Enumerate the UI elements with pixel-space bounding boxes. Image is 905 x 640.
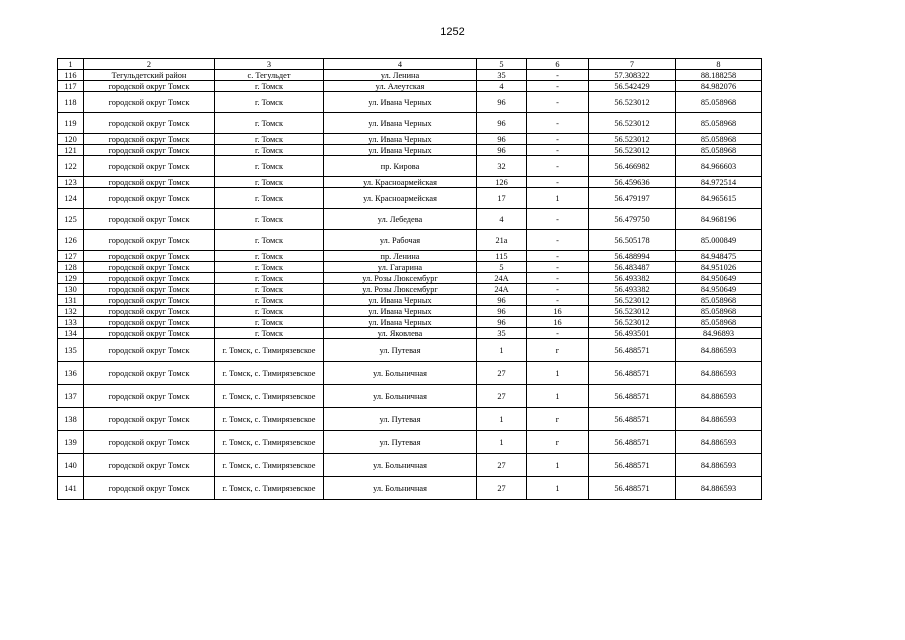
latitude-cell: 56.523012 — [589, 317, 676, 328]
row-number-cell: 137 — [58, 385, 84, 408]
building-cell: - — [527, 145, 589, 156]
column-header: 5 — [477, 59, 527, 70]
district-cell: городской округ Томск — [84, 273, 215, 284]
longitude-cell: 84.886593 — [676, 408, 762, 431]
locality-cell: г. Томск — [215, 317, 324, 328]
street-cell: пр. Кирова — [324, 156, 477, 177]
building-cell: - — [527, 92, 589, 113]
row-number-cell: 128 — [58, 262, 84, 273]
latitude-cell: 56.523012 — [589, 295, 676, 306]
locality-cell: г. Томск — [215, 209, 324, 230]
building-cell: - — [527, 251, 589, 262]
latitude-cell: 56.488571 — [589, 454, 676, 477]
locality-cell: г. Томск — [215, 273, 324, 284]
longitude-cell: 88.188258 — [676, 70, 762, 81]
column-header: 3 — [215, 59, 324, 70]
longitude-cell: 84.950649 — [676, 273, 762, 284]
locality-cell: г. Томск — [215, 251, 324, 262]
building-cell: г — [527, 431, 589, 454]
locality-cell: г. Томск — [215, 262, 324, 273]
table-row — [58, 145, 762, 156]
row-number-cell: 140 — [58, 454, 84, 477]
street-cell: ул. Больничная — [324, 454, 477, 477]
column-header: 7 — [589, 59, 676, 70]
table-row — [58, 81, 762, 92]
data-table — [57, 58, 762, 500]
building-cell: - — [527, 262, 589, 273]
street-cell: ул. Путевая — [324, 339, 477, 362]
house-cell: 27 — [477, 362, 527, 385]
latitude-cell: 56.488571 — [589, 431, 676, 454]
table-row — [58, 454, 762, 477]
house-cell: 35 — [477, 328, 527, 339]
column-header: 6 — [527, 59, 589, 70]
house-cell: 1 — [477, 408, 527, 431]
house-cell: 1 — [477, 431, 527, 454]
row-number-cell: 122 — [58, 156, 84, 177]
table-row — [58, 284, 762, 295]
longitude-cell: 84.948475 — [676, 251, 762, 262]
latitude-cell: 56.493382 — [589, 273, 676, 284]
table-row — [58, 251, 762, 262]
house-cell: 126 — [477, 177, 527, 188]
latitude-cell: 56.523012 — [589, 306, 676, 317]
table-row — [58, 431, 762, 454]
locality-cell: г. Томск — [215, 177, 324, 188]
street-cell: ул. Путевая — [324, 408, 477, 431]
district-cell: городской округ Томск — [84, 251, 215, 262]
row-number-cell: 141 — [58, 477, 84, 500]
latitude-cell: 56.488571 — [589, 385, 676, 408]
row-number-cell: 132 — [58, 306, 84, 317]
table-row — [58, 156, 762, 177]
building-cell: 16 — [527, 306, 589, 317]
locality-cell: г. Томск — [215, 113, 324, 134]
district-cell: городской округ Томск — [84, 295, 215, 306]
building-cell: - — [527, 209, 589, 230]
street-cell: ул. Путевая — [324, 431, 477, 454]
street-cell: ул. Рабочая — [324, 230, 477, 251]
longitude-cell: 84.886593 — [676, 431, 762, 454]
district-cell: городской округ Томск — [84, 177, 215, 188]
district-cell: Тегульдетский район — [84, 70, 215, 81]
locality-cell: г. Томск — [215, 230, 324, 251]
locality-cell: г. Томск — [215, 295, 324, 306]
table-header-row — [58, 59, 762, 70]
building-cell: - — [527, 230, 589, 251]
longitude-cell: 84.965615 — [676, 188, 762, 209]
row-number-cell: 119 — [58, 113, 84, 134]
latitude-cell: 56.479750 — [589, 209, 676, 230]
house-cell: 96 — [477, 134, 527, 145]
row-number-cell: 131 — [58, 295, 84, 306]
longitude-cell: 85.058968 — [676, 113, 762, 134]
locality-cell: г. Томск, с. Тимирязевское — [215, 385, 324, 408]
table-row — [58, 92, 762, 113]
house-cell: 96 — [477, 295, 527, 306]
column-header: 8 — [676, 59, 762, 70]
row-number-cell: 120 — [58, 134, 84, 145]
building-cell: г — [527, 339, 589, 362]
locality-cell: г. Томск, с. Тимирязевское — [215, 454, 324, 477]
house-cell: 1 — [477, 339, 527, 362]
district-cell: городской округ Томск — [84, 328, 215, 339]
district-cell: городской округ Томск — [84, 145, 215, 156]
latitude-cell: 56.505178 — [589, 230, 676, 251]
street-cell: ул. Больничная — [324, 362, 477, 385]
locality-cell: г. Томск, с. Тимирязевское — [215, 339, 324, 362]
building-cell: 16 — [527, 317, 589, 328]
building-cell: - — [527, 273, 589, 284]
longitude-cell: 84.886593 — [676, 385, 762, 408]
street-cell: ул. Яковлева — [324, 328, 477, 339]
house-cell: 96 — [477, 145, 527, 156]
house-cell: 35 — [477, 70, 527, 81]
table-row — [58, 362, 762, 385]
building-cell: - — [527, 134, 589, 145]
table-row — [58, 317, 762, 328]
house-cell: 24А — [477, 273, 527, 284]
district-cell: городской округ Томск — [84, 431, 215, 454]
latitude-cell: 56.483487 — [589, 262, 676, 273]
house-cell: 17 — [477, 188, 527, 209]
building-cell: - — [527, 156, 589, 177]
house-cell: 27 — [477, 477, 527, 500]
longitude-cell: 84.886593 — [676, 454, 762, 477]
table-row — [58, 339, 762, 362]
latitude-cell: 56.523012 — [589, 92, 676, 113]
building-cell: 1 — [527, 477, 589, 500]
locality-cell: г. Томск, с. Тимирязевское — [215, 362, 324, 385]
latitude-cell: 56.459636 — [589, 177, 676, 188]
house-cell: 96 — [477, 317, 527, 328]
row-number-cell: 123 — [58, 177, 84, 188]
building-cell: г — [527, 408, 589, 431]
building-cell: 1 — [527, 362, 589, 385]
district-cell: городской округ Томск — [84, 385, 215, 408]
building-cell: 1 — [527, 188, 589, 209]
row-number-cell: 133 — [58, 317, 84, 328]
longitude-cell: 84.886593 — [676, 362, 762, 385]
locality-cell: г. Томск, с. Тимирязевское — [215, 431, 324, 454]
column-header: 2 — [84, 59, 215, 70]
district-cell: городской округ Томск — [84, 262, 215, 273]
building-cell: - — [527, 113, 589, 134]
longitude-cell: 85.058968 — [676, 145, 762, 156]
row-number-cell: 125 — [58, 209, 84, 230]
row-number-cell: 129 — [58, 273, 84, 284]
column-header: 1 — [58, 59, 84, 70]
district-cell: городской округ Томск — [84, 113, 215, 134]
table-row — [58, 177, 762, 188]
house-cell: 96 — [477, 92, 527, 113]
longitude-cell: 84.968196 — [676, 209, 762, 230]
house-cell: 4 — [477, 81, 527, 92]
row-number-cell: 138 — [58, 408, 84, 431]
street-cell: ул. Ивана Черных — [324, 92, 477, 113]
row-number-cell: 118 — [58, 92, 84, 113]
table-row — [58, 113, 762, 134]
building-cell: - — [527, 70, 589, 81]
street-cell: ул. Красноармейская — [324, 188, 477, 209]
longitude-cell: 85.058968 — [676, 134, 762, 145]
street-cell: ул. Ивана Черных — [324, 134, 477, 145]
table-row — [58, 262, 762, 273]
longitude-cell: 85.058968 — [676, 92, 762, 113]
building-cell: - — [527, 284, 589, 295]
street-cell: ул. Ивана Черных — [324, 317, 477, 328]
latitude-cell: 56.488571 — [589, 339, 676, 362]
longitude-cell: 84.951026 — [676, 262, 762, 273]
longitude-cell: 85.058968 — [676, 295, 762, 306]
district-cell: городской округ Томск — [84, 477, 215, 500]
locality-cell: г. Томск — [215, 81, 324, 92]
row-number-cell: 134 — [58, 328, 84, 339]
locality-cell: с. Тегульдет — [215, 70, 324, 81]
locality-cell: г. Томск — [215, 156, 324, 177]
street-cell: ул. Больничная — [324, 477, 477, 500]
table-row — [58, 230, 762, 251]
street-cell: ул. Розы Люксембург — [324, 284, 477, 295]
house-cell: 32 — [477, 156, 527, 177]
building-cell: 1 — [527, 454, 589, 477]
locality-cell: г. Томск — [215, 328, 324, 339]
table-row — [58, 273, 762, 284]
latitude-cell: 56.523012 — [589, 113, 676, 134]
latitude-cell: 56.488571 — [589, 408, 676, 431]
house-cell: 27 — [477, 385, 527, 408]
house-cell: 27 — [477, 454, 527, 477]
latitude-cell: 57.308322 — [589, 70, 676, 81]
district-cell: городской округ Томск — [84, 209, 215, 230]
row-number-cell: 124 — [58, 188, 84, 209]
building-cell: - — [527, 177, 589, 188]
table-row — [58, 306, 762, 317]
page-number: 1252 — [440, 26, 465, 38]
building-cell: - — [527, 328, 589, 339]
street-cell: ул. Ивана Черных — [324, 295, 477, 306]
row-number-cell: 135 — [58, 339, 84, 362]
building-cell: - — [527, 81, 589, 92]
locality-cell: г. Томск — [215, 188, 324, 209]
row-number-cell: 139 — [58, 431, 84, 454]
street-cell: пр. Ленина — [324, 251, 477, 262]
longitude-cell: 84.96893 — [676, 328, 762, 339]
locality-cell: г. Томск, с. Тимирязевское — [215, 408, 324, 431]
longitude-cell: 84.982076 — [676, 81, 762, 92]
street-cell: ул. Больничная — [324, 385, 477, 408]
latitude-cell: 56.523012 — [589, 145, 676, 156]
street-cell: ул. Гагарина — [324, 262, 477, 273]
longitude-cell: 84.886593 — [676, 339, 762, 362]
district-cell: городской округ Томск — [84, 454, 215, 477]
district-cell: городской округ Томск — [84, 188, 215, 209]
row-number-cell: 116 — [58, 70, 84, 81]
district-cell: городской округ Томск — [84, 134, 215, 145]
district-cell: городской округ Томск — [84, 156, 215, 177]
district-cell: городской округ Томск — [84, 362, 215, 385]
locality-cell: г. Томск — [215, 306, 324, 317]
latitude-cell: 56.466982 — [589, 156, 676, 177]
latitude-cell: 56.488994 — [589, 251, 676, 262]
district-cell: городской округ Томск — [84, 408, 215, 431]
table-row — [58, 295, 762, 306]
table-row — [58, 209, 762, 230]
street-cell: ул. Лебедева — [324, 209, 477, 230]
table-row — [58, 188, 762, 209]
street-cell: ул. Красноармейская — [324, 177, 477, 188]
locality-cell: г. Томск — [215, 284, 324, 295]
street-cell: ул. Ивана Черных — [324, 113, 477, 134]
table-row — [58, 70, 762, 81]
latitude-cell: 56.479197 — [589, 188, 676, 209]
building-cell: - — [527, 295, 589, 306]
longitude-cell: 84.886593 — [676, 477, 762, 500]
table-row — [58, 328, 762, 339]
longitude-cell: 85.058968 — [676, 317, 762, 328]
table-row — [58, 385, 762, 408]
house-cell: 115 — [477, 251, 527, 262]
locality-cell: г. Томск — [215, 145, 324, 156]
house-cell: 21а — [477, 230, 527, 251]
street-cell: ул. Ленина — [324, 70, 477, 81]
district-cell: городской округ Томск — [84, 92, 215, 113]
locality-cell: г. Томск, с. Тимирязевское — [215, 477, 324, 500]
district-cell: городской округ Томск — [84, 339, 215, 362]
district-cell: городской округ Томск — [84, 81, 215, 92]
house-cell: 96 — [477, 113, 527, 134]
latitude-cell: 56.493382 — [589, 284, 676, 295]
latitude-cell: 56.493501 — [589, 328, 676, 339]
latitude-cell: 56.488571 — [589, 362, 676, 385]
row-number-cell: 117 — [58, 81, 84, 92]
house-cell: 5 — [477, 262, 527, 273]
locality-cell: г. Томск — [215, 134, 324, 145]
row-number-cell: 121 — [58, 145, 84, 156]
street-cell: ул. Алеутская — [324, 81, 477, 92]
district-cell: городской округ Томск — [84, 306, 215, 317]
street-cell: ул. Ивана Черных — [324, 145, 477, 156]
longitude-cell: 85.000849 — [676, 230, 762, 251]
longitude-cell: 84.966603 — [676, 156, 762, 177]
house-cell: 4 — [477, 209, 527, 230]
longitude-cell: 85.058968 — [676, 306, 762, 317]
longitude-cell: 84.972514 — [676, 177, 762, 188]
latitude-cell: 56.488571 — [589, 477, 676, 500]
district-cell: городской округ Томск — [84, 230, 215, 251]
latitude-cell: 56.523012 — [589, 134, 676, 145]
table-row — [58, 477, 762, 500]
table-row — [58, 408, 762, 431]
row-number-cell: 136 — [58, 362, 84, 385]
district-cell: городской округ Томск — [84, 284, 215, 295]
row-number-cell: 127 — [58, 251, 84, 262]
locality-cell: г. Томск — [215, 92, 324, 113]
street-cell: ул. Розы Люксембург — [324, 273, 477, 284]
column-header: 4 — [324, 59, 477, 70]
latitude-cell: 56.542429 — [589, 81, 676, 92]
district-cell: городской округ Томск — [84, 317, 215, 328]
building-cell: 1 — [527, 385, 589, 408]
longitude-cell: 84.950649 — [676, 284, 762, 295]
table-row — [58, 134, 762, 145]
street-cell: ул. Ивана Черных — [324, 306, 477, 317]
house-cell: 96 — [477, 306, 527, 317]
house-cell: 24А — [477, 284, 527, 295]
row-number-cell: 126 — [58, 230, 84, 251]
row-number-cell: 130 — [58, 284, 84, 295]
